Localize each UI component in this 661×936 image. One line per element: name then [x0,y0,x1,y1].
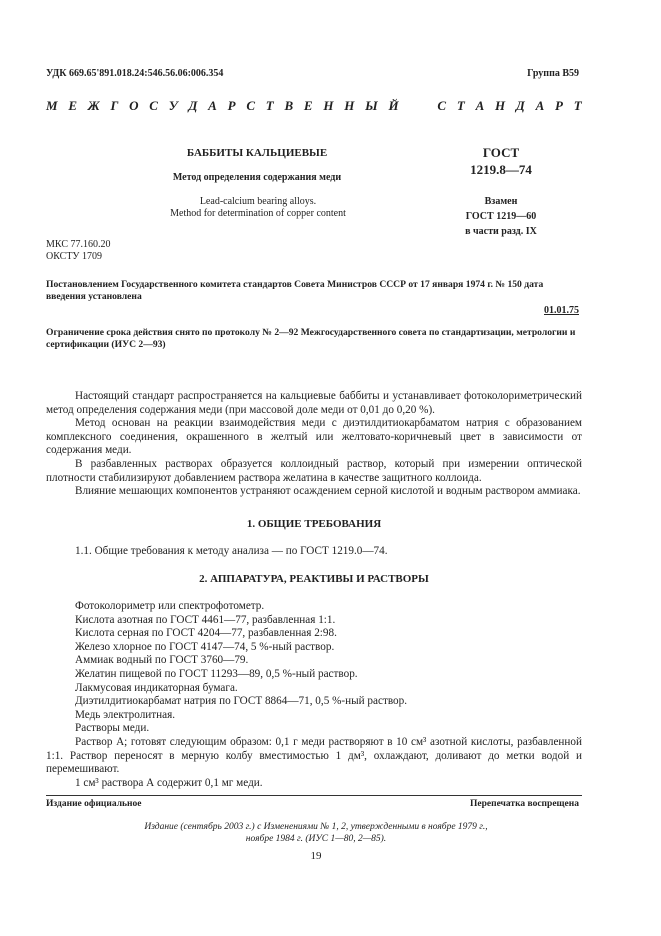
intro-paragraph: Влияние мешающих компонентов устраняют осаждением серной кислотой и водным раствором аммиака. [75,485,581,498]
okstu-code: ОКСТУ 1709 [46,251,103,262]
replaces-block [446,194,556,239]
reagent-list [46,600,582,790]
banner-letter: Ы [365,98,378,113]
intro-paragraph: В разбавленных растворах образуется коллоидный раствор, который при измерении оптической плотности стабилизируют добавлением раствора желатина в качестве защитного коллоида. [46,457,582,484]
english-title-line2: Method for determination of copper content [170,208,346,219]
edition-note-line2: ноябре 1984 г. (ИУС 1—80, 2—85). [245,834,387,844]
list-item: Кислота серная по ГОСТ 4204—77, разбавленная 2:98. [75,627,337,640]
gost-number [446,144,556,178]
banner-letter [409,98,412,114]
replaces-label: Взамен [484,196,518,207]
decree-text: Постановлением Государственного комитета стандартов Совета Министров СССР от 17 января 1974 г. № 150 дата введения установлена [46,279,544,302]
banner-letter: А [475,98,485,113]
edition-note [86,821,546,845]
intro-section [46,390,582,499]
banner-letter: С [437,98,447,113]
intro-paragraph: Метод основан на реакции взаимодействия меди с диэтилдитиокарбаматом натрия с образованием комплексного соединения, окрашенного в желтый или желтовато-коричневый цвет в зависимости от содержания меди. [46,417,582,457]
section1-heading: 1. ОБЩИЕ ТРЕБОВАНИЯ [246,518,382,530]
banner-letter: Д [188,98,198,113]
document-subtitle: Метод определения содержания меди [172,172,342,183]
banner-letter: Е [68,98,77,113]
reprint-prohibited-label: Перепечатка воспрещена [469,799,579,809]
document-title: БАББИТЫ КАЛЬЦИЕВЫЕ [186,147,328,159]
limit-removal-note: Ограничение срока действия снято по протоколу № 2—92 Межгосударственного совета по стандартизации, метрологии и сертификации (ИУС 2—93) [46,327,576,350]
list-item: Лакмусовая индикаторная бумага. [75,681,238,694]
banner-letter: М [46,98,58,113]
banner-letter: О [129,98,139,113]
banner-letter: С [246,98,255,113]
gost-code: 1219.8—74 [470,162,532,177]
edition-note-line1: Издание (сентябрь 2003 г.) с Изменениями № 1, 2, утвержденными в ноябре 1979 г., [144,822,488,832]
list-item: Аммиак водный по ГОСТ 3760—79. [75,654,249,667]
banner-letter: Е [303,98,313,113]
solution-a-text: Раствор А; готовят следующим образом: 0,1 г меди растворяют в 10 см³ азотной кислоты, разбавленной 1:1. Раствор переносят в мерную колбу вместимостью 1 дм³, охлаждают, доливают до метки водой и перемешивают. [46,735,582,776]
banner-letter: Р [555,98,563,113]
banner-letter: Т [265,98,274,113]
replaces-gost: ГОСТ 1219—60 [465,211,537,222]
classification-codes [46,239,110,263]
intro-paragraph: Настоящий стандарт распространяется на кальциевые баббиты и устанавливает фотоколориметрический метод определения содержания меди (при массовой доле меди от 0,01 до 0,20 %). [46,390,582,416]
list-item: Желатин пищевой по ГОСТ 11293—89, 0,5 %-ный раствор. [75,667,358,680]
page-number: 19 [310,850,322,862]
banner-letter: Й [388,98,399,113]
banner-letter: У [168,98,178,113]
banner-letter: Г [110,98,119,113]
official-edition-label: Издание официальное [46,799,142,809]
banner-letter: Ж [87,98,100,113]
interstate-standard-banner [46,98,582,114]
banner-letter: Р [227,98,236,113]
banner-letter: Т [456,98,465,113]
list-item: Кислота азотная по ГОСТ 4461—77, разбавленная 1:1. [75,613,336,626]
list-item: Фотоколориметр или спектрофотометр. [75,600,265,612]
solution-a-concentration: 1 см³ раствора А содержит 0,1 мг меди. [75,776,263,789]
udk-code: УДК 669.65'891.018.24:546.56.06:006.354 [46,68,224,79]
list-item: Железо хлорное по ГОСТ 4147—74, 5 %-ный раствор. [75,640,335,653]
banner-letter: А [535,98,545,113]
banner-letter: Н [344,98,355,113]
mks-code: МКС 77.160.20 [46,239,111,250]
banner-letter: С [149,98,158,113]
group-code: Группа В59 [527,68,579,79]
list-item: Растворы меди. [75,722,150,735]
banner-letter: Т [573,98,582,113]
english-title-line1: Lead-calcium bearing alloys. [199,196,317,207]
banner-letter: Н [323,98,334,113]
banner-letter [423,98,426,114]
banner-letter: Н [495,98,506,113]
list-item: Диэтилдитиокарбамат натрия по ГОСТ 8864—71, 0,5 %-ный раствор. [75,695,408,708]
list-item: Медь электролитная. [75,708,176,721]
banner-letter: А [208,98,217,113]
english-title [118,196,398,220]
section2-heading: 2. АППАРАТУРА, РЕАКТИВЫ И РАСТВОРЫ [199,573,429,585]
gost-label: ГОСТ [482,145,520,160]
replaces-part: в части разд. IX [465,226,537,237]
footer-divider [46,795,582,796]
banner-letter: Д [515,98,525,113]
section1-text: 1.1. Общие требования к методу анализа — по ГОСТ 1219.0—74. [75,545,388,557]
section1-body [46,545,582,559]
banner-letter: В [284,98,294,113]
introduction-date: 01.01.75 [544,305,579,316]
